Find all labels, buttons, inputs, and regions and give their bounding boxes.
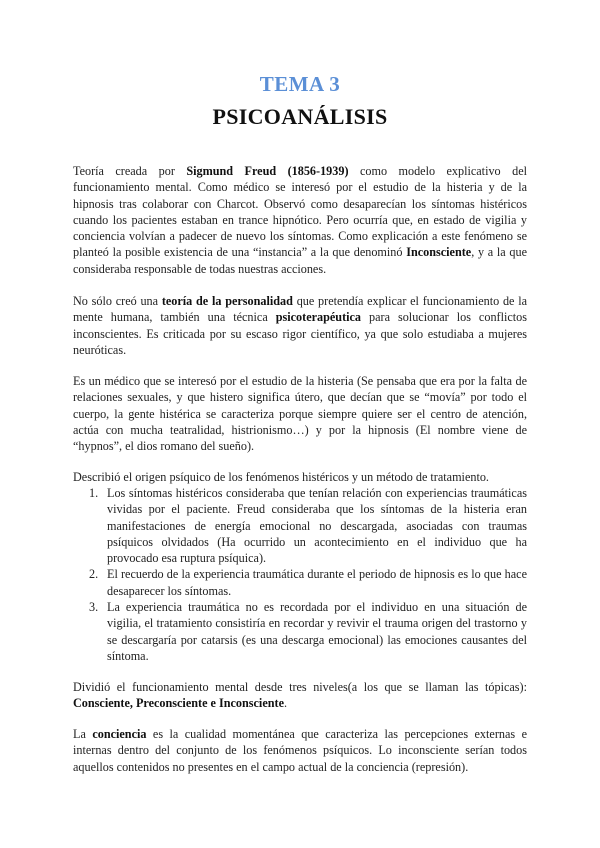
list-item: 2. El recuerdo de la experiencia traumática durante el periodo de hipnosis es lo que hace desaparecer los síntomas. [89, 567, 527, 598]
bold-inconsciente: Inconsciente [406, 245, 472, 260]
bold-freud: Sigmund Freud (1856-1939) [186, 164, 349, 178]
list-item: 1. Los síntomas histéricos consideraba que tenían relación con experiencias traumáticas vividas por el paciente. Freud consideraba que los síntomas de la histeria eran manifestaciones de energía emocional no descargada, asociadas con traumas psíquicos olvidados (Ha ocurrido un acontecimiento en el individuo que ha provocado esa ruptura psíquica). [89, 486, 527, 566]
paragraph-hysteria: Es un médico que se interesó por el estudio de la histeria (Se pensaba que era por la falta de relaciones sexuales, y que histero significa útero, que decían que se “movía” por todo el cuerpo, la gente histérica se caracteriza porque siempre quiere ser el centro de atención, actúa con mucha teatralidad, histrionismo…) y por la hipnosis (El nombre viene de “hypnos”, el dios romano del sueño). [73, 374, 527, 454]
bold-conciencia: conciencia [92, 727, 147, 741]
bold-personalidad: teoría de la personalidad [161, 294, 293, 308]
paragraph-conciencia: La conciencia es la cualidad momentánea que caracteriza las percepciones externas e internas dentro del conjunto de los fenómenos psíquicos. Lo inconsciente serían todos aquellos contenidos no presentes en el campo actual de la conciencia (represión). [73, 727, 527, 774]
list-item: 3. La experiencia traumática no es recordada por el individuo en una situación de vigilia, el tratamiento consistiría en recordar y revivir el trauma origen del trastorno y se descargaría por catarsis (es una descarga emocional) las emociones causantes del síntoma. [89, 600, 527, 663]
paragraph-personality: No sólo creó una teoría de la personalidad que pretendía explicar el funcionamiento de la mente humana, también una técnica psicoterapéutica para solucionar los conflictos inconscientes. Es criticada por su escaso rigor científico, ya que solo estudiaba a mujeres neuróticas. [73, 294, 527, 357]
numbered-list [73, 485, 527, 664]
paragraph-origin: Describió el origen psíquico de los fenómenos histéricos y un método de tratamiento. [73, 470, 489, 484]
bold-niveles: Consciente, Preconsciente e Inconsciente [73, 696, 284, 711]
chapter-number: TEMA 3 [259, 72, 341, 96]
paragraph-intro: Teoría creada por Sigmund Freud (1856-1939) como modelo explicativo del funcionamiento mental. Como médico se interesó por el estudio de la histeria y de la hipnosis tras colaborar con Charcot. Observó como desaparecían los síntomas histéricos cuando los pacientes estaban en trance hipnótico. Pero ocurría que, en estado de vigilia y conciencia volvían a padecer de nuevo los síntomas. Como explicación a este fenómeno se planteó la posible existencia de una “instancia” a la que denominó Inconsciente, y a la que consideraba responsable de todas nuestras acciones. [73, 164, 527, 276]
chapter-title: PSICOANÁLISIS [212, 104, 388, 129]
bold-psicoterapeutica: psicoterapéutica [275, 310, 362, 325]
paragraph-topicas: Dividió el funcionamiento mental desde tres niveles(a los que se llaman las tópicas): Consciente, Preconsciente e Inconsciente. [73, 680, 527, 711]
